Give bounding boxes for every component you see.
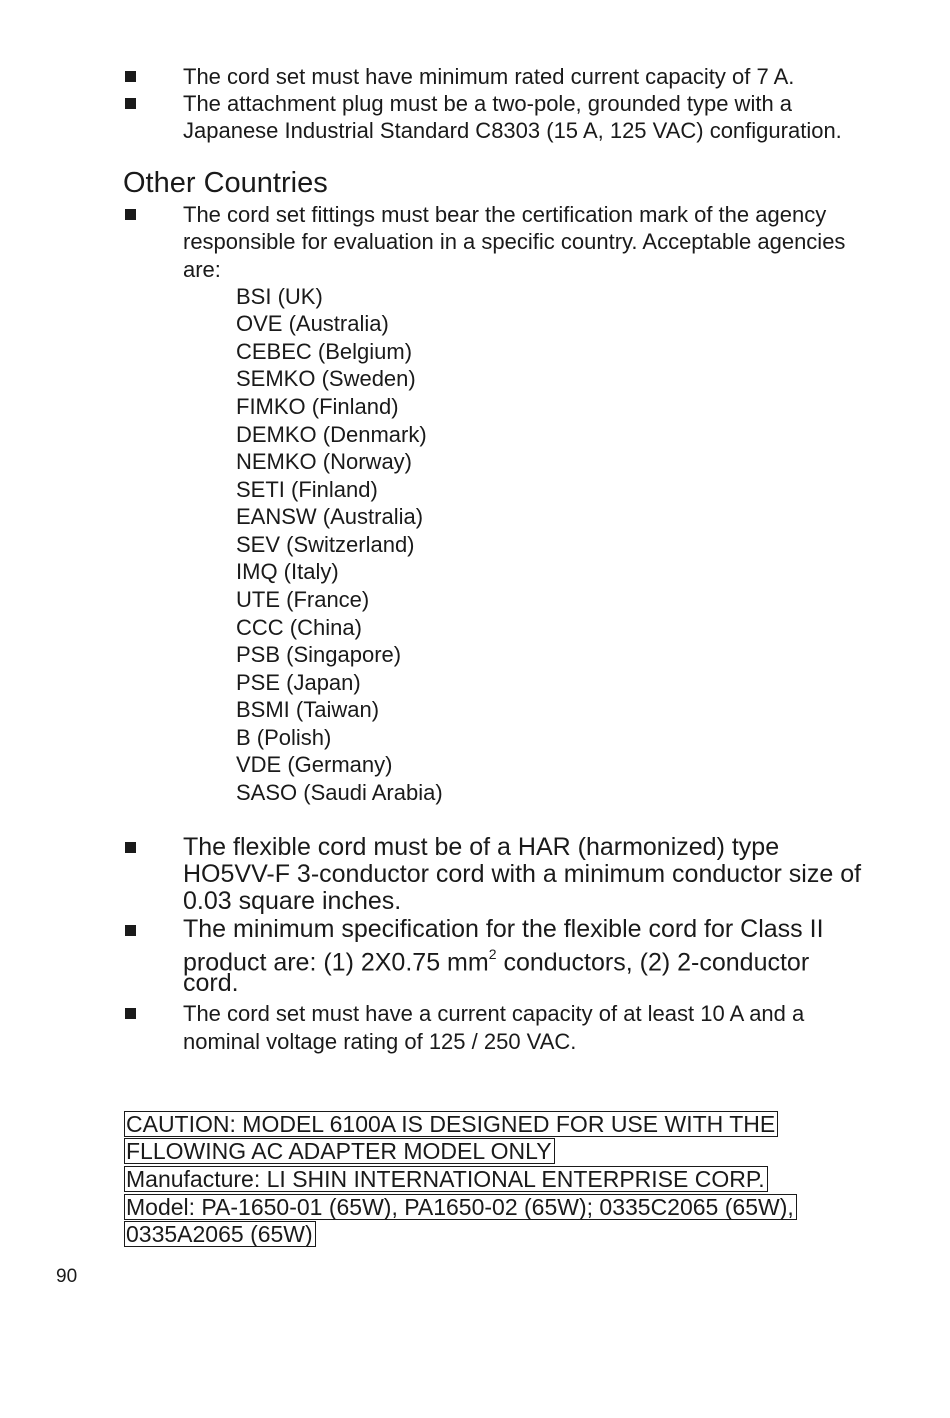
agency-item: CEBEC (Belgium) (236, 339, 413, 364)
agency-item: SEMKO (Sweden) (236, 366, 416, 391)
page-number: 90 (56, 1266, 78, 1287)
caution-line: FLLOWING AC ADAPTER MODEL ONLY (124, 1138, 555, 1164)
caution-line: CAUTION: MODEL 6100A IS DESIGNED FOR USE WITH THE (124, 1111, 778, 1137)
agency-item: UTE (France) (236, 587, 370, 612)
agency-item: B (Polish) (236, 725, 332, 750)
text-line: nominal voltage rating of 125 / 250 VAC. (183, 1029, 577, 1054)
superscript: 2 (488, 946, 497, 962)
text-fragment: product are: (1) 2X0.75 mm (183, 948, 489, 977)
bullet-icon (125, 98, 136, 109)
caution-line: Model: PA-1650-01 (65W), PA1650-02 (65W); 0335C2065 (65W), (124, 1194, 797, 1220)
text-line: are: (183, 257, 221, 282)
agency-item: SASO (Saudi Arabia) (236, 780, 443, 805)
agency-item: CCC (China) (236, 615, 362, 640)
agency-item: FIMKO (Finland) (236, 394, 399, 419)
section-heading: Other Countries (123, 167, 328, 199)
agency-item: SETI (Finland) (236, 477, 378, 502)
text-line: responsible for evaluation in a specific country. Acceptable agencies (183, 229, 846, 254)
agency-item: BSMI (Taiwan) (236, 697, 380, 722)
text-line: 0.03 square inches. (183, 887, 402, 915)
text-line: The cord set fittings must bear the certification mark of the agency (183, 202, 827, 227)
agency-item: BSI (UK) (236, 284, 323, 309)
bullet-icon (125, 925, 136, 936)
text-line: The attachment plug must be a two-pole, grounded type with a (183, 91, 793, 116)
caution-line: 0335A2065 (65W) (124, 1221, 316, 1247)
text-line: Japanese Industrial Standard C8303 (15 A, 125 VAC) configuration. (183, 118, 842, 143)
text-line: HO5VV-F 3-conductor cord with a minimum conductor size of (183, 860, 862, 888)
caution-line: Manufacture: LI SHIN INTERNATIONAL ENTERPRISE CORP. (124, 1166, 768, 1192)
agency-item: DEMKO (Denmark) (236, 422, 427, 447)
agency-item: PSE (Japan) (236, 670, 361, 695)
bullet-icon (125, 209, 136, 220)
bullet-icon (125, 1008, 136, 1019)
bullet-icon (125, 842, 136, 853)
agency-item: PSB (Singapore) (236, 642, 402, 667)
agency-item: IMQ (Italy) (236, 559, 339, 584)
agency-item: OVE (Australia) (236, 311, 389, 336)
text-fragment: conductors, (2) 2-conductor (496, 948, 810, 977)
text-line: The flexible cord must be of a HAR (harmonized) type (183, 833, 780, 861)
text-line: The cord set must have minimum rated current capacity of 7 A. (183, 64, 795, 89)
agency-item: SEV (Switzerland) (236, 532, 415, 557)
agency-item: EANSW (Australia) (236, 504, 424, 529)
text-line: The cord set must have a current capacity of at least 10 A and a (183, 1001, 805, 1026)
agency-item: NEMKO (Norway) (236, 449, 413, 474)
bullet-icon (125, 71, 136, 82)
agency-item: VDE (Germany) (236, 752, 393, 777)
text-line: The minimum specification for the flexible cord for Class II (183, 915, 824, 943)
text-line: cord. (183, 969, 239, 997)
text-line (183, 943, 809, 976)
